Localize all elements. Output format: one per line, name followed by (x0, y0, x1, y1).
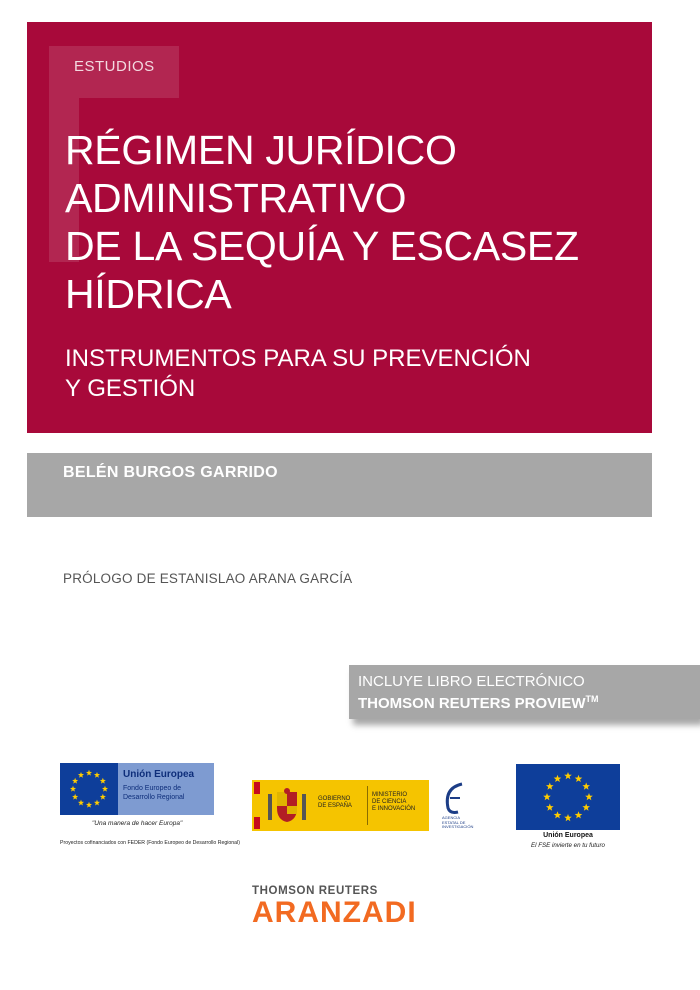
book-title-line-4: HÍDRICA (65, 271, 232, 317)
ministry-line-3: E INNOVACIÓN (372, 806, 416, 812)
author-name: BELÉN BURGOS GARRIDO (63, 464, 278, 481)
feder-subtitle: Fondo Europeo de Desarrollo Regional (123, 785, 185, 801)
agency-line-3: INVESTIGACIÓN (442, 824, 474, 829)
gobierno-line-1: GOBIERNO (318, 796, 351, 802)
gobierno-label (318, 796, 352, 810)
ministry-label (372, 792, 415, 813)
series-label: ESTUDIOS (74, 58, 155, 75)
feder-logo (60, 763, 240, 853)
proview-brand: THOMSON REUTERS PROVIEW (358, 695, 586, 712)
agency-line-2: ESTATAL DE (442, 819, 466, 825)
feder-title: Unión Europea (123, 769, 195, 780)
ministry-line-2: DE CIENCIA (372, 799, 407, 805)
book-title-line-2: ADMINISTRATIVO (65, 175, 407, 221)
book-title-line-1: RÉGIMEN JURÍDICO (65, 127, 457, 173)
agency-line-1: AGENCIA (442, 815, 461, 820)
book-subtitle (65, 344, 625, 404)
ministry-line-1: MINISTERIO (372, 792, 408, 798)
trademark-mark: TM (585, 694, 599, 704)
ebook-badge-line-2 (358, 694, 599, 712)
gobierno-divider (367, 786, 368, 825)
book-title (65, 126, 645, 318)
coat-of-arms-icon (264, 788, 310, 824)
spain-flag-stripe-icon (254, 782, 260, 829)
cover-title-panel (27, 22, 652, 433)
fse-caption: Unión Europea (543, 832, 593, 839)
fse-motto: El FSE invierte en tu futuro (531, 842, 605, 849)
gobierno-espana-logo (252, 780, 482, 836)
publisher-name: ARANZADI (252, 896, 417, 929)
eu-flag-icon (516, 764, 620, 830)
ebook-badge (349, 665, 700, 719)
publisher-logo (252, 885, 442, 930)
book-title-line-3: DE LA SEQUÍA Y ESCASEZ (65, 223, 579, 269)
fse-logo (516, 764, 620, 854)
author-band (27, 453, 652, 517)
prologue-credit: PRÓLOGO DE ESTANISLAO ARANA GARCÍA (63, 571, 353, 586)
publisher-parent: THOMSON REUTERS (252, 885, 378, 897)
ebook-badge-line-1: INCLUYE LIBRO ELECTRÓNICO (358, 673, 585, 690)
book-subtitle-line-1: INSTRUMENTOS PARA SU PREVENCIÓN (65, 345, 531, 372)
book-subtitle-line-2: Y GESTIÓN (65, 375, 196, 402)
eu-flag-icon (60, 763, 118, 815)
feder-footnote: Proyectos cofinanciados con FEDER (Fondo Europeo de Desarrollo Regional) (60, 840, 240, 846)
gobierno-line-2: DE ESPAÑA (318, 803, 352, 809)
feder-motto: "Una manera de hacer Europa" (92, 820, 183, 827)
research-agency-label (442, 816, 472, 830)
